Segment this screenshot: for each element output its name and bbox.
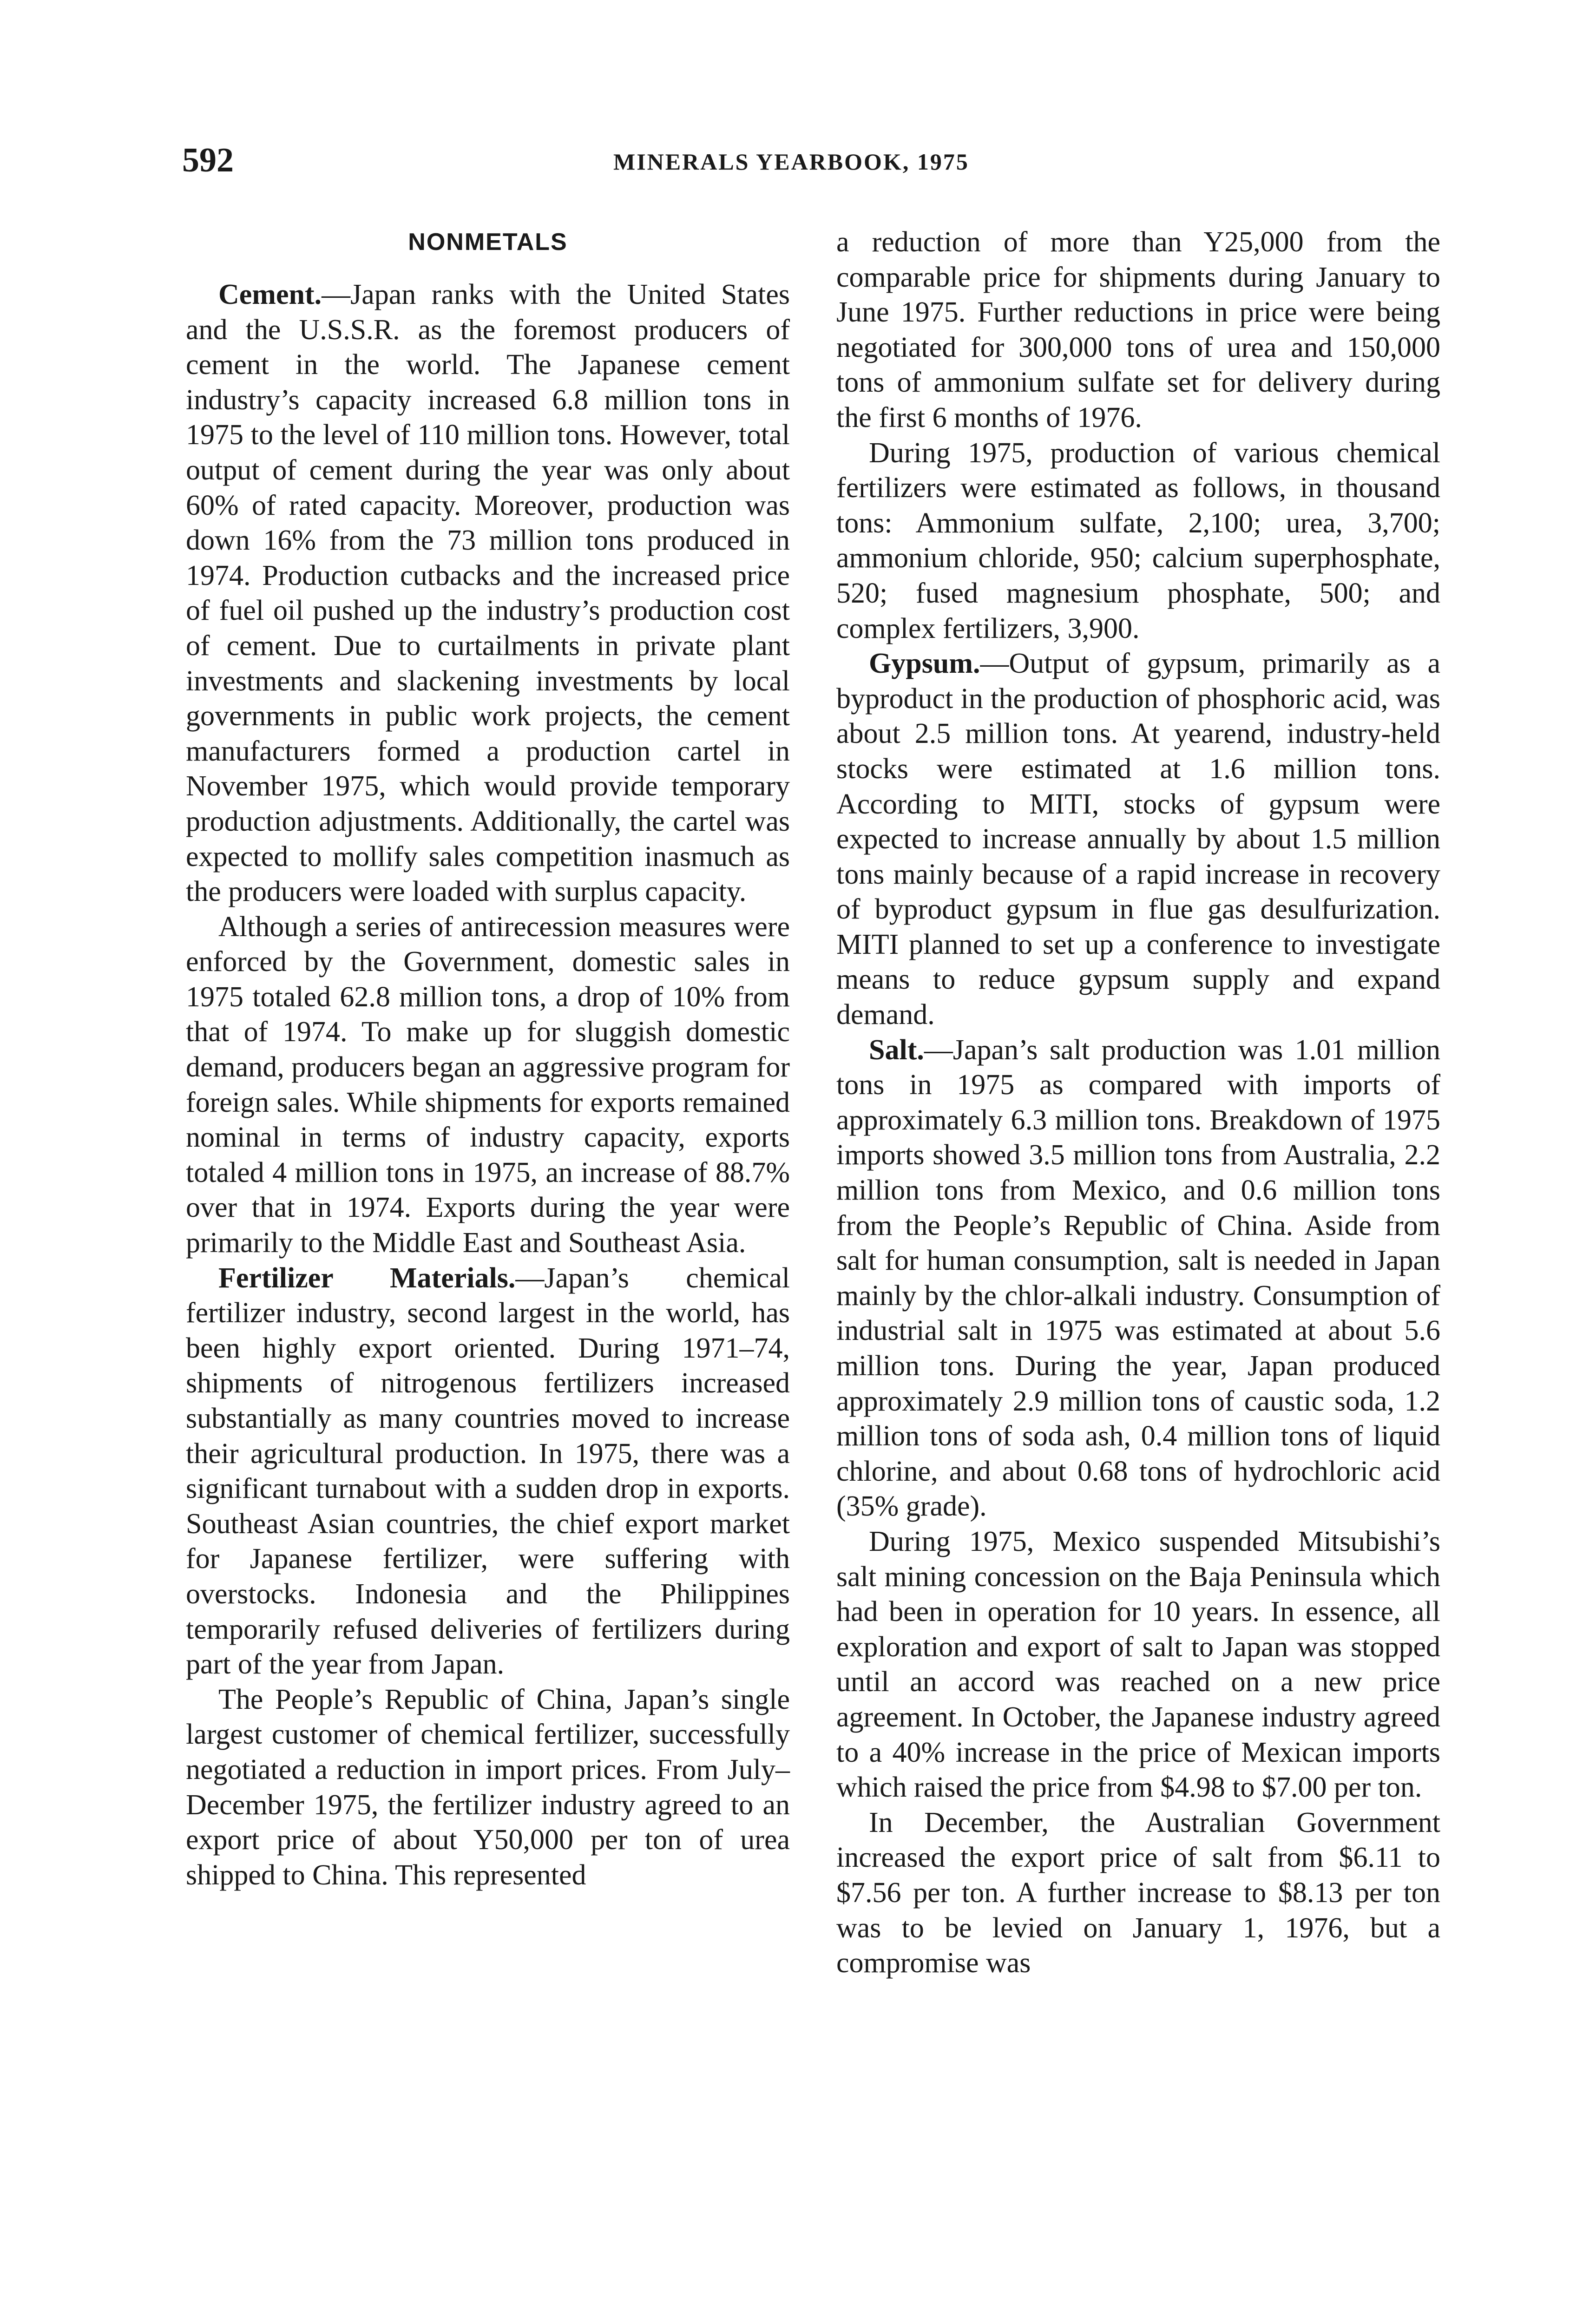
paragraph-salt-mexico: During 1975, Mexico suspended Mitsubishi’s salt mining concession on the Baja Peninsula which had been in operation for 10 years. In essence, all exploration and export of salt to Japan was stopped until an accord was reached on a new price agreement. In October, the Japanese industry agreed to a 40% increase in the price of Mexican imports which raised the price from $4.98 to $7.00 per ton. xyxy=(836,1525,1440,1804)
text-gypsum: —Output of gypsum, primarily as a byproduct in the production of phosphoric acid, was about 2.5 million tons. At yearend, industry-held stocks were estimated at 1.6 million tons. According to MITI, stocks of gypsum were expected to increase annually by about 1.5 million tons mainly because of a rapid increase in recovery of byproduct gypsum in flue gas desulfurization. MITI planned to set up a conference to investigate means to reduce gypsum supply and expand demand. xyxy=(836,648,1440,1031)
paragraph-fertilizer-continued: a reduction of more than Y25,000 from the comparable price for shipments during January to June 1975. Further reductions in price were being negotiated for 300,000 tons of urea and 150,000 tons of ammonium sulfate set for delivery during the first 6 months of 1976. xyxy=(836,226,1440,433)
left-column xyxy=(186,225,790,1893)
paragraph-gypsum xyxy=(836,646,1440,1033)
heading-salt: Salt. xyxy=(869,1034,924,1066)
text-fertilizer: —Japan’s chemical fertilizer industry, second largest in the world, has been highly export oriented. During 1971–74, shipments of nitrogenous fertilizers increased substantially as many countries moved to increase their agricultural production. In 1975, there was a significant turnabout with a sudden drop in exports. Southeast Asian countries, the chief export market for Japanese fertilizer, were suffering with overstocks. Indonesia and the Philippines temporarily refused deliveries of fertilizers during part of the year from Japan. xyxy=(186,1262,790,1680)
paragraph-fertilizer xyxy=(186,1261,790,1682)
page-number: 592 xyxy=(182,141,234,179)
heading-cement: Cement. xyxy=(218,279,322,310)
heading-fertilizer-materials: Fertilizer Materials. xyxy=(218,1262,516,1294)
paragraph-salt-australia: In December, the Australian Government increased the export price of salt from $6.11 to $7.56 per ton. A further increase to $8.13 per ton was to be levied on January 1, 1976, but a compromise was xyxy=(836,1806,1440,1979)
text-salt: —Japan’s salt production was 1.01 million tons in 1975 as compared with imports of approximately 6.3 million tons. Breakdown of 1975 imports showed 3.5 million tons from Australia, 2.2 million tons from Mexico, and 0.6 million tons from the People’s Republic of China. Aside from salt for human consumption, salt is needed in Japan mainly by the chlor-alkali industry. Consumption of industrial salt in 1975 was estimated at about 5.6 million tons. During the year, Japan produced approximately 2.9 million tons of caustic soda, 1.2 million tons of soda ash, 0.4 million tons of liquid chlorine, and about 0.68 tons of hydrochloric acid (35% grade). xyxy=(836,1034,1440,1522)
paragraph-fertilizer-china: The People’s Republic of China, Japan’s single largest customer of chemical fertilizer, successfully negotiated a reduction in import prices. From July–December 1975, the fertilizer industry agreed to an export price of about Y50,000 per ton of urea shipped to China. This represented xyxy=(186,1683,790,1891)
right-column xyxy=(836,225,1440,1981)
heading-gypsum: Gypsum. xyxy=(869,648,980,680)
text-cement: —Japan ranks with the United States and the U.S.S.R. as the foremost producers of cement in the world. The Japanese cement industry’s capacity increased 6.8 million tons in 1975 to the level of 110 million tons. However, total output of cement during the year was only about 60% of rated capacity. Moreover, production was down 16% from the 73 million tons produced in 1974. Production cutbacks and the increased price of fuel oil pushed up the industry’s production cost of cement. Due to curtailments in private plant investments and slackening investments by local governments in public work projects, the cement manufacturers formed a production cartel in November 1975, which would provide temporary production adjustments. Additionally, the cartel was expected to mollify sales competition inasmuch as the producers were loaded with surplus capacity. xyxy=(186,279,790,908)
paragraph-cement-sales: Although a series of antirecession measures were enforced by the Government, domestic sales in 1975 totaled 62.8 million tons, a drop of 10% from that of 1974. To make up for sluggish domestic demand, producers began an aggressive program for foreign sales. While shipments for exports remained nominal in terms of industry capacity, exports totaled 4 million tons in 1975, an increase of 88.7% over that in 1974. Exports during the year were primarily to the Middle East and Southeast Asia. xyxy=(186,911,790,1259)
section-heading-nonmetals: NONMETALS xyxy=(408,229,568,256)
running-header xyxy=(0,139,1596,181)
paragraph-cement xyxy=(186,277,790,910)
paragraph-fertilizer-production: During 1975, production of various chemical fertilizers were estimated as follows, in thousand tons: Ammonium sulfate, 2,100; urea, 3,700; ammonium chloride, 950; calcium superphosphate, 520; fused magnesium phosphate, 500; and complex fertilizers, 3,900. xyxy=(836,437,1440,644)
paragraph-salt xyxy=(836,1033,1440,1524)
running-title: MINERALS YEARBOOK, 1975 xyxy=(613,149,969,175)
